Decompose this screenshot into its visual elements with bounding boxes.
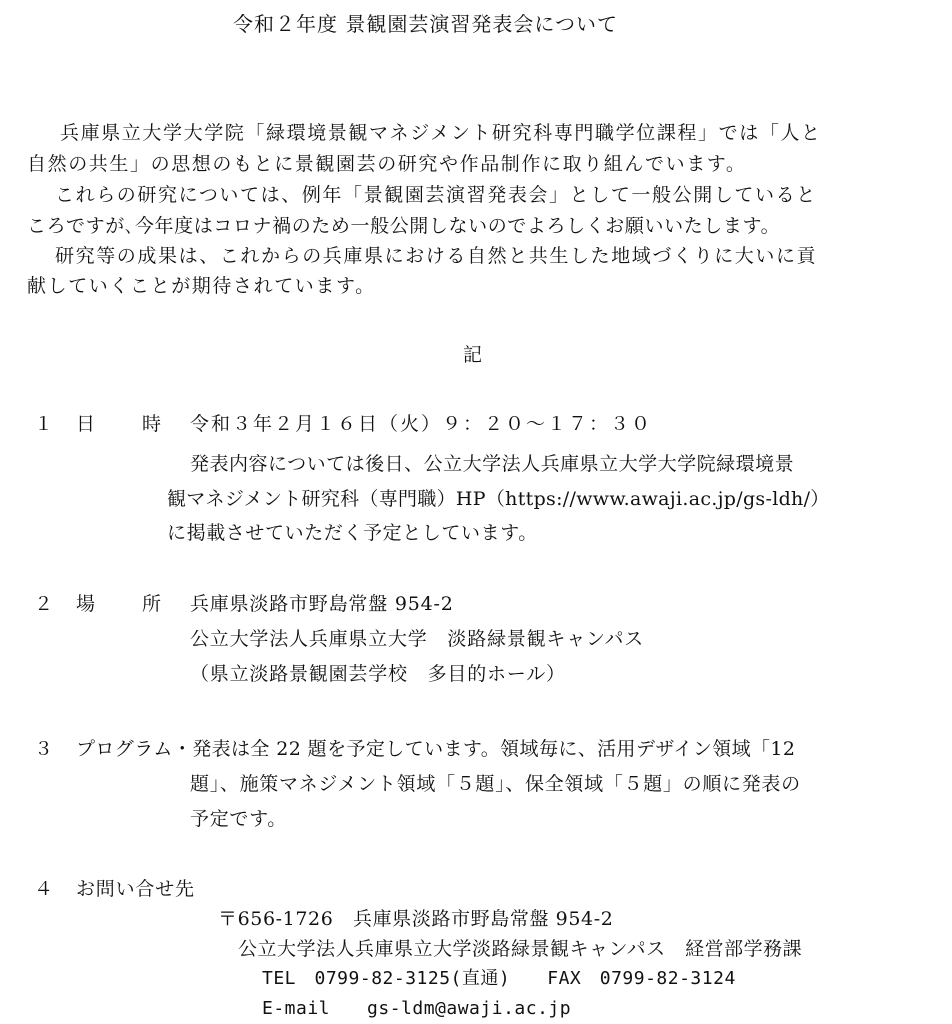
intro-line-5: 研究等の成果は、これからの兵庫県における自然と共生した地域づくりに大いに貢 [55, 245, 818, 267]
intro-line-1: 兵庫県立大学大学院「緑環境景観マネジメント研究科専門職学位課程」では「人と [60, 122, 822, 144]
contact-email[interactable]: E-mail gs-ldm@awaji.ac.jp [262, 998, 572, 1019]
item-4-number: ４ [34, 878, 54, 900]
item-2-number: ２ [34, 593, 54, 615]
item-2-line-1: 兵庫県淡路市野島常盤 954-2 [190, 593, 454, 615]
document-title: 令和２年度 景観園芸演習発表会について [233, 12, 618, 36]
intro-line-3: これらの研究については、例年「景観園芸演習発表会」として一般公開していると [55, 184, 817, 206]
item-2-line-3: （県立淡路景観園芸学校 多目的ホール） [190, 663, 566, 685]
item-4-label: お問い合せ先 [76, 878, 195, 900]
intro-line-2: 自然の共生」の思想のもとに景観園芸の研究や作品制作に取り組んでいます。 [27, 153, 747, 175]
item-3-line-2: 題」、施策マネジメント領域「５題」、保全領域「５題」の順に発表の [190, 773, 801, 795]
intro-line-6: 献していくことが期待されています。 [27, 275, 376, 297]
item-1-label: 日 時 [76, 413, 176, 435]
item-3-line-1: プログラム・発表は全 22 題を予定しています。領域毎に、活用デザイン領域「12 [76, 738, 796, 760]
item-1-line-4: に掲載させていただく予定としています。 [167, 522, 538, 544]
item-3-line-3: 予定です。 [190, 808, 287, 830]
item-1-number: １ [34, 413, 54, 435]
item-3-number: ３ [34, 738, 54, 760]
intro-line-4: ころですが､今年度はコロナ禍のため一般公開しないのでよろしくお願いいたします。 [27, 215, 781, 237]
item-2-label: 場 所 [76, 593, 176, 615]
item-1-line-1: 令和３年２月１６日（火）９：２０～１７：３０ [190, 413, 653, 435]
contact-phone-fax: TEL 0799-82-3125(直通) FAX 0799-82-3124 [262, 968, 736, 989]
item-1-line-2: 発表内容については後日、公立大学法人兵庫県立大学大学院緑環境景 [190, 453, 795, 475]
contact-organization: 公立大学法人兵庫県立大学淡路緑景観キャンパス 経営部学務課 [238, 938, 803, 960]
item-2-line-2: 公立大学法人兵庫県立大学 淡路緑景観キャンパス [190, 628, 645, 650]
ki-heading: 記 [463, 344, 483, 366]
contact-postal-address: 〒656-1726 兵庫県淡路市野島常盤 954-2 [218, 908, 614, 930]
item-1-line-3: 観マネジメント研究科（専門職）HP（https://www.awaji.ac.jp/gs-ldh/） [167, 488, 830, 510]
